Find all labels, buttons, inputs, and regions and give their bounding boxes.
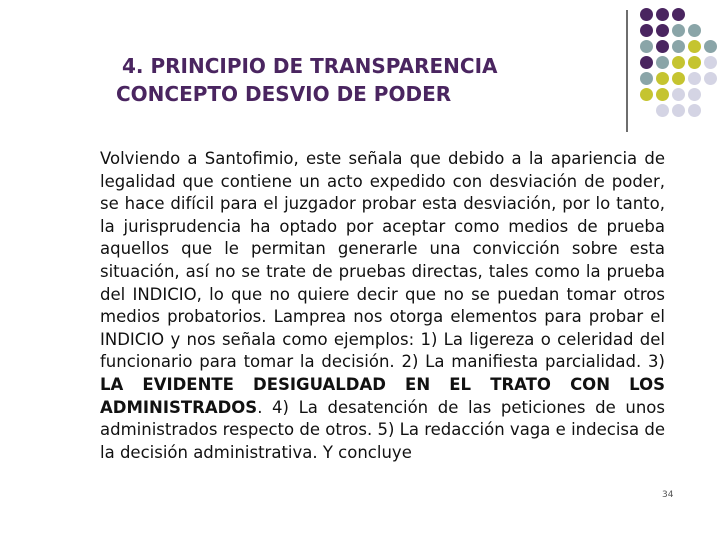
body-bold-text: LA EVIDENTE DESIGUALDAD EN EL TRATO CON LOS ADMINISTRADOS [100, 374, 665, 417]
body-paragraph [100, 148, 665, 464]
decorative-dot [688, 104, 701, 117]
decorative-dot [672, 72, 685, 85]
decorative-dot [704, 56, 717, 69]
decorative-dot [640, 24, 653, 37]
decorative-dot [672, 24, 685, 37]
decorative-dot [656, 104, 669, 117]
decorative-dot [656, 56, 669, 69]
title-line-1: 4. PRINCIPIO DE TRANSPARENCIA [122, 54, 498, 78]
decorative-dot [688, 72, 701, 85]
page-number: 34 [662, 490, 674, 500]
decorative-dot [640, 40, 653, 53]
decorative-dot [656, 88, 669, 101]
slide-title [116, 52, 596, 108]
decorative-vertical-line [626, 10, 628, 132]
decorative-dot [704, 40, 717, 53]
decorative-dot [640, 56, 653, 69]
decorative-dot [672, 104, 685, 117]
decorative-dot [656, 72, 669, 85]
title-line-2: CONCEPTO DESVIO DE PODER [116, 82, 452, 106]
decorative-dot [688, 88, 701, 101]
decorative-dot [640, 88, 653, 101]
decorative-dot [704, 72, 717, 85]
decorative-dot [640, 8, 653, 21]
body-text-part-2: . 4) La desatención de las peticiones de unos administrados respecto de otros. 5) La redacción vaga e indecisa de la decisión administrativa. Y concluye [100, 397, 665, 462]
decorative-dot [688, 40, 701, 53]
decorative-dot [672, 8, 685, 21]
decorative-dot [672, 88, 685, 101]
decorative-dot [688, 24, 701, 37]
decorative-dot [656, 40, 669, 53]
decorative-dot [688, 56, 701, 69]
decorative-dot [640, 72, 653, 85]
body-text-part-1: Volviendo a Santofimio, este señala que debido a la apariencia de legalidad que contiene un acto expedido con desviación de poder, se hace difícil para el juzgador probar esta desviación, por lo tanto, la jurisprudencia ha optado por aceptar como medios de prueba aquellos que le permitan generarle una convicción sobre esta situación, así no se trate de pruebas directas, tales como la prueba del INDICIO, lo que no quiere decir que no se puedan tomar otros medios probatorios. Lamprea nos otorga elementos para probar el INDICIO y nos señala como ejemplos: 1) La ligereza o celeridad del funcionario para tomar la decisión. 2) La manifiesta parcialidad. 3) [100, 149, 665, 372]
decorative-dot [656, 24, 669, 37]
decorative-dot [672, 40, 685, 53]
decorative-dot [656, 8, 669, 21]
decorative-dot [672, 56, 685, 69]
